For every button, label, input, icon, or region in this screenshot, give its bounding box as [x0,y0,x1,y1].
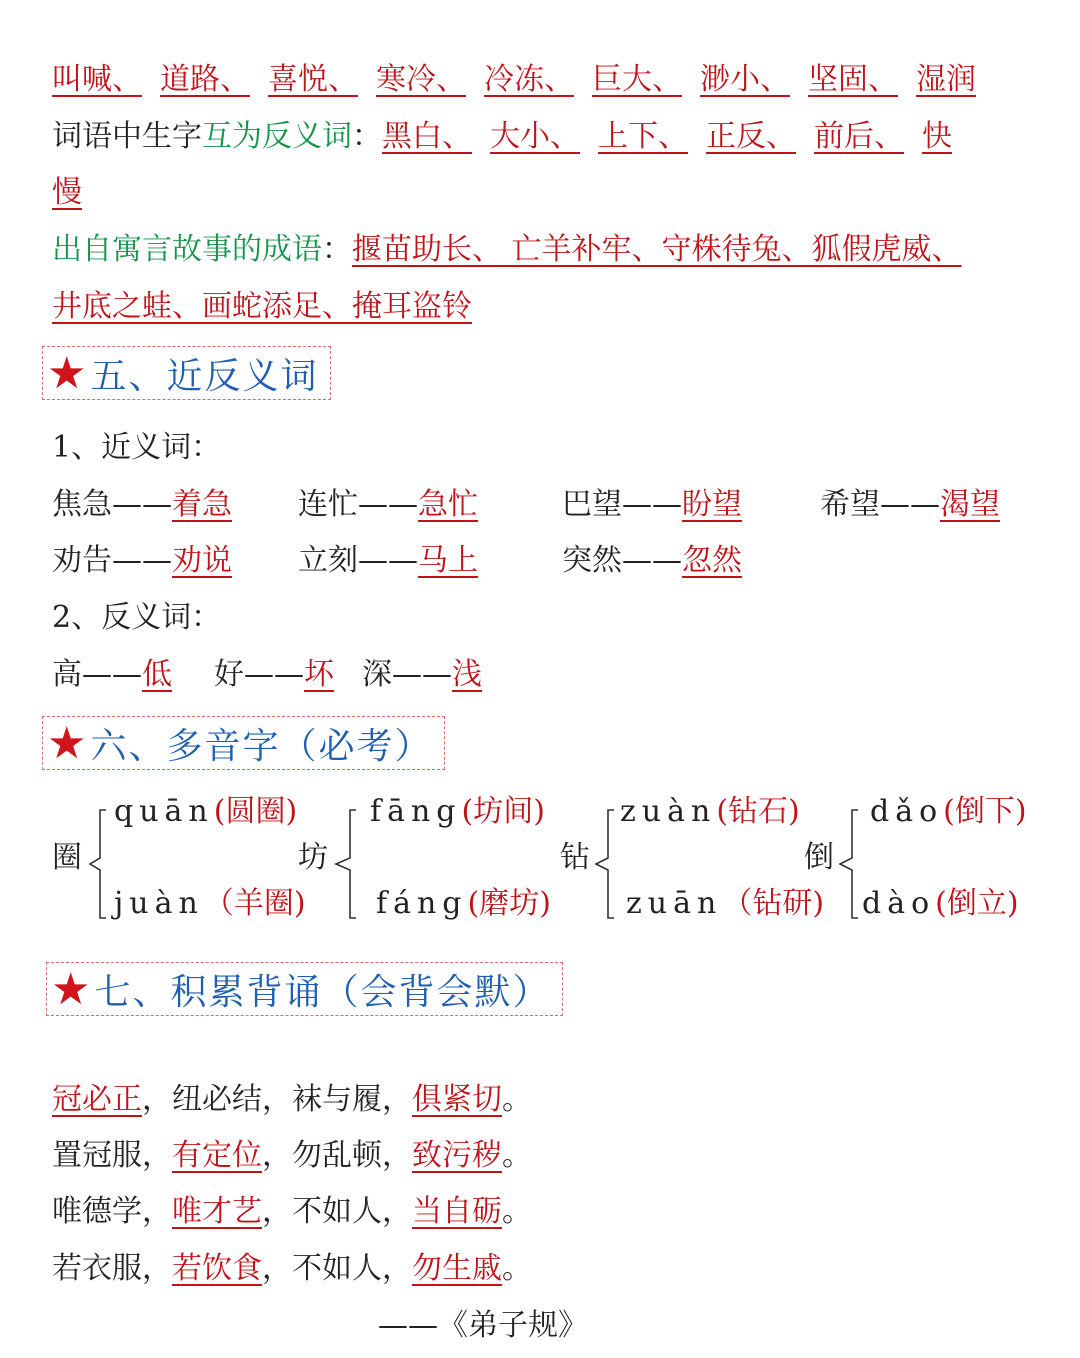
idiom-list: 揠苗助长、 亡羊补牢、守株待兔、狐假虎威、 [352,232,962,267]
word: 高—— [52,657,142,692]
answer: 低 [142,657,172,692]
star-icon: ★ [47,717,89,769]
example-word: （钻研) [722,886,825,921]
example-word: (倒下) [943,794,1027,829]
intro-word-row-1 [52,60,1040,100]
word: 慢 [52,175,82,210]
example-word: (磨坊) [467,886,551,921]
text: 。 [502,1194,532,1229]
answer: 坏 [304,657,334,692]
antonym-pair [214,655,334,695]
word: 坚固、 [808,62,898,97]
reading-bottom [114,884,306,924]
example-word: (坊间) [461,794,545,829]
antonym-pair [362,655,482,695]
text: ，不如人， [262,1194,412,1229]
answer: 俱紧切 [412,1082,502,1117]
section-heading-6 [42,716,445,770]
brace-icon [86,808,108,920]
answer: 急忙 [418,487,478,522]
text: 。 [502,1251,532,1286]
synonym-pair [562,485,742,525]
star-icon: ★ [47,347,89,399]
pinyin: fáng [376,886,468,921]
category-label: 出自寓言故事的成语 [52,232,322,267]
answer: 致污秽 [412,1138,502,1173]
word: 冷冻、 [484,62,574,97]
row-prefix: 词语中生字 [52,119,202,154]
idiom-list: 井底之蛙、画蛇添足、掩耳盗铃 [52,289,472,324]
answer: 有定位 [172,1138,262,1173]
synonym-pair [562,541,742,581]
word: 突然—— [562,543,682,578]
text: 。 [502,1082,532,1117]
answer: 勿生戚 [412,1251,502,1286]
answer: 唯才艺 [172,1194,262,1229]
polyphone-char: 圈 [52,840,82,875]
word: 黑白、 [382,119,472,154]
pinyin: quān [114,794,214,829]
subheading-antonyms: 2、反义词： [52,600,222,635]
word: 喜悦、 [268,62,358,97]
colon: ： [352,119,382,154]
pinyin: juàn [114,886,204,921]
idiom-row [52,230,1040,270]
synonym-pair [820,485,1000,525]
word: 连忙—— [298,487,418,522]
brace-icon [836,808,860,920]
pinyin: dǎo [870,794,944,829]
answer: 当自砺 [412,1194,502,1229]
answer: 浅 [452,657,482,692]
text: ，纽必结，袜与履， [142,1082,412,1117]
antonym-char-row-cont [52,173,1040,213]
word: 巨大、 [592,62,682,97]
text: 若衣服， [52,1251,172,1286]
word: 立刻—— [298,543,418,578]
word: 前后、 [814,119,904,154]
answer: 马上 [418,543,478,578]
brace-icon [592,808,616,920]
text: 唯德学， [52,1194,172,1229]
section-heading-7 [46,962,563,1016]
reading-top [620,792,800,832]
pinyin: dào [862,886,936,921]
answer: 劝说 [172,543,232,578]
text: 置冠服， [52,1138,172,1173]
reading-bottom [862,884,1019,924]
word: 上下、 [598,119,688,154]
brace-icon [332,808,358,920]
section-title: 五、近反义词 [90,355,319,397]
synonym-pair [52,485,232,525]
reading-top [870,792,1027,832]
star-icon: ★ [51,963,93,1015]
synonym-pair [298,485,478,525]
word: 劝告—— [52,543,172,578]
polyphone-char: 坊 [298,840,328,875]
antonym-pair [52,655,172,695]
example-word: (圆圈) [213,794,298,829]
word: 渺小、 [700,62,790,97]
example-word: (钻石) [716,794,800,829]
word: 深—— [362,657,452,692]
answer: 着急 [172,487,232,522]
example-word: (倒立) [935,886,1019,921]
word: 快 [922,119,952,154]
source-citation: ——《弟子规》 [378,1308,588,1343]
reading-bottom [376,884,551,924]
section-heading-5 [42,346,331,400]
colon: ： [322,232,352,267]
reading-top [370,792,545,832]
word: 巴望—— [562,487,682,522]
antonym-char-row [52,117,1040,157]
word: 好—— [214,657,304,692]
section-title: 六、多音字（必考） [90,725,433,767]
synonym-pair [298,541,478,581]
idiom-row-cont [52,287,1040,327]
reading-top [114,792,297,832]
recitation-line [52,1249,1040,1289]
word: 正反、 [706,119,796,154]
category-label: 互为反义词 [202,119,352,154]
polyphone-char: 钻 [560,840,590,875]
word: 大小、 [490,119,580,154]
word: 道路、 [160,62,250,97]
text: ，不如人， [262,1251,412,1286]
pinyin: zuàn [620,794,717,829]
word: 寒冷、 [376,62,466,97]
word: 焦急—— [52,487,172,522]
answer: 冠必正 [52,1082,142,1117]
pinyin: zuān [626,886,723,921]
example-word: （羊圈) [203,886,306,921]
polyphone-char: 倒 [804,840,834,875]
recitation-line [52,1080,1040,1120]
recitation-line [52,1192,1040,1232]
answer: 盼望 [682,487,742,522]
text: ，勿乱顿， [262,1138,412,1173]
recitation-line [52,1136,1040,1176]
word: 叫喊、 [52,62,142,97]
word: 希望—— [820,487,940,522]
section-title: 七、积累背诵（会背会默） [94,971,551,1013]
word: 湿润 [916,62,976,97]
text: 。 [502,1138,532,1173]
subheading-synonyms: 1、近义词： [52,430,222,465]
synonym-pair [52,541,232,581]
answer: 若饮食 [172,1251,262,1286]
answer: 渴望 [940,487,1000,522]
pinyin: fāng [370,794,462,829]
answer: 忽然 [682,543,742,578]
reading-bottom [626,884,824,924]
